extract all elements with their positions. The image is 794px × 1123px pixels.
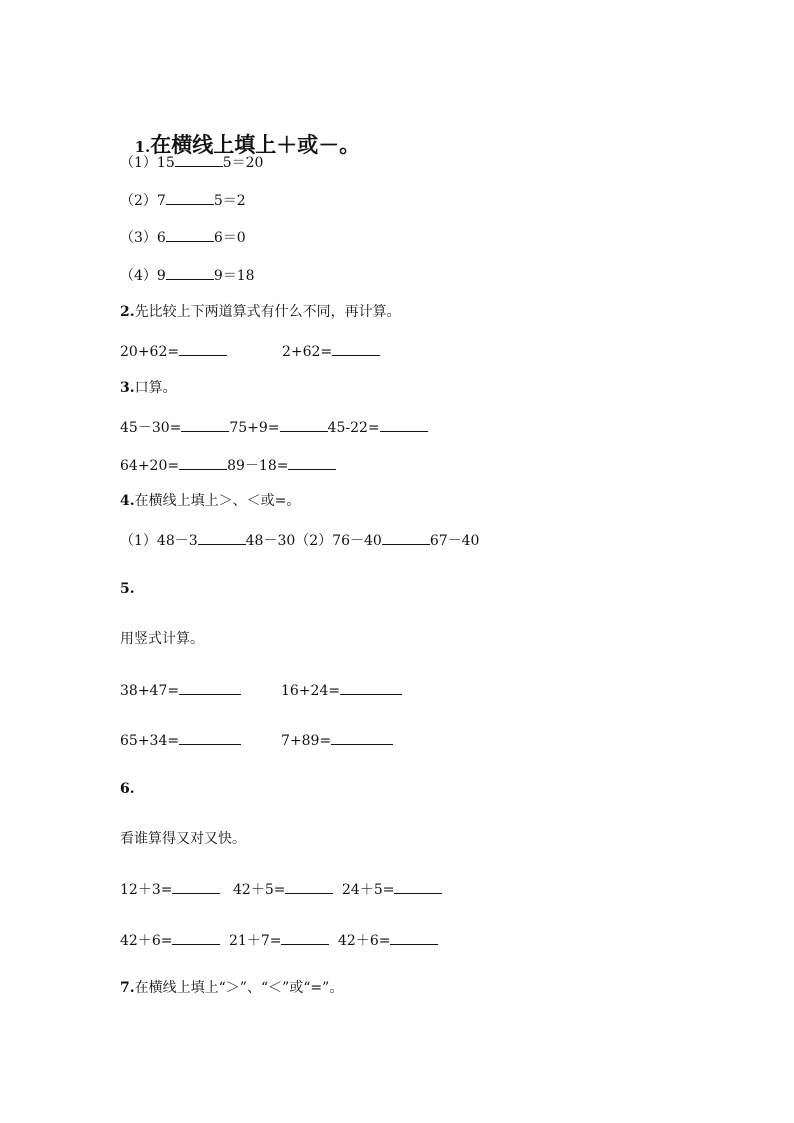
answer-blank[interactable] [172,879,220,894]
answer-blank[interactable] [166,265,214,280]
q2-heading [120,303,401,321]
answer-blank[interactable] [288,455,336,470]
q2-title: 先比较上下两道算式有什么不同，再计算。 [134,304,401,320]
q6-row-2: 42＋6= 21＋7= 42＋6= [120,930,438,950]
answer-blank[interactable] [175,152,223,167]
q6-title: 看谁算得又对又快。 [120,831,246,847]
q1-item-3: （3）6 6＝0 [120,227,246,247]
q5-row-2: 65+34= 7+89= [120,730,393,750]
q5-number: 5. [120,581,135,597]
answer-blank[interactable] [179,730,241,745]
answer-blank[interactable] [394,879,442,894]
q1-item-2: （2）7 5＝2 [120,190,246,210]
q1-item-1: （1）15 5＝20 [120,152,263,172]
q3-row-2: 64+20= 89－18= [120,455,336,475]
answer-blank[interactable] [280,417,328,432]
q1-number: 1. [134,138,151,156]
q5-row-1: 38+47= 16+24= [120,680,402,700]
q6-number: 6. [120,781,135,797]
q2-number: 2. [120,304,135,320]
q7-heading [120,979,343,997]
answer-blank[interactable] [166,227,214,242]
answer-blank[interactable] [285,879,333,894]
answer-blank[interactable] [198,530,246,545]
q4-row: （1）48－3 48－30（2）76－40 67－40 [120,530,479,550]
q1-item-4: （4）9 9＝18 [120,265,255,285]
answer-blank[interactable] [332,341,380,356]
q4-title: 在横线上填上＞、＜或=。 [134,493,301,509]
q2-row: 20+62= 2+62= [120,341,380,361]
q6-row-1: 12＋3= 42＋5= 24＋5= [120,879,442,899]
answer-blank[interactable] [166,190,214,205]
answer-blank[interactable] [380,417,428,432]
q7-number: 7. [120,980,135,996]
answer-blank[interactable] [382,530,430,545]
answer-blank[interactable] [179,455,227,470]
answer-blank[interactable] [179,341,227,356]
q3-row-1: 45－30= 75+9= 45-22= [120,417,428,437]
q5-title: 用竖式计算。 [120,631,204,647]
answer-blank[interactable] [281,930,329,945]
q7-title: 在横线上填上“＞”、“＜”或“=”。 [134,980,344,996]
q4-number: 4. [120,493,135,509]
answer-blank[interactable] [181,417,229,432]
answer-blank[interactable] [331,730,393,745]
q3-title: 口算。 [134,380,177,396]
q1-title: 在横线上填上＋或－。 [150,132,361,157]
answer-blank[interactable] [390,930,438,945]
q3-heading [120,379,177,397]
q3-number: 3. [120,380,135,396]
answer-blank[interactable] [179,680,241,695]
q4-heading [120,492,300,510]
answer-blank[interactable] [340,680,402,695]
answer-blank[interactable] [172,930,220,945]
